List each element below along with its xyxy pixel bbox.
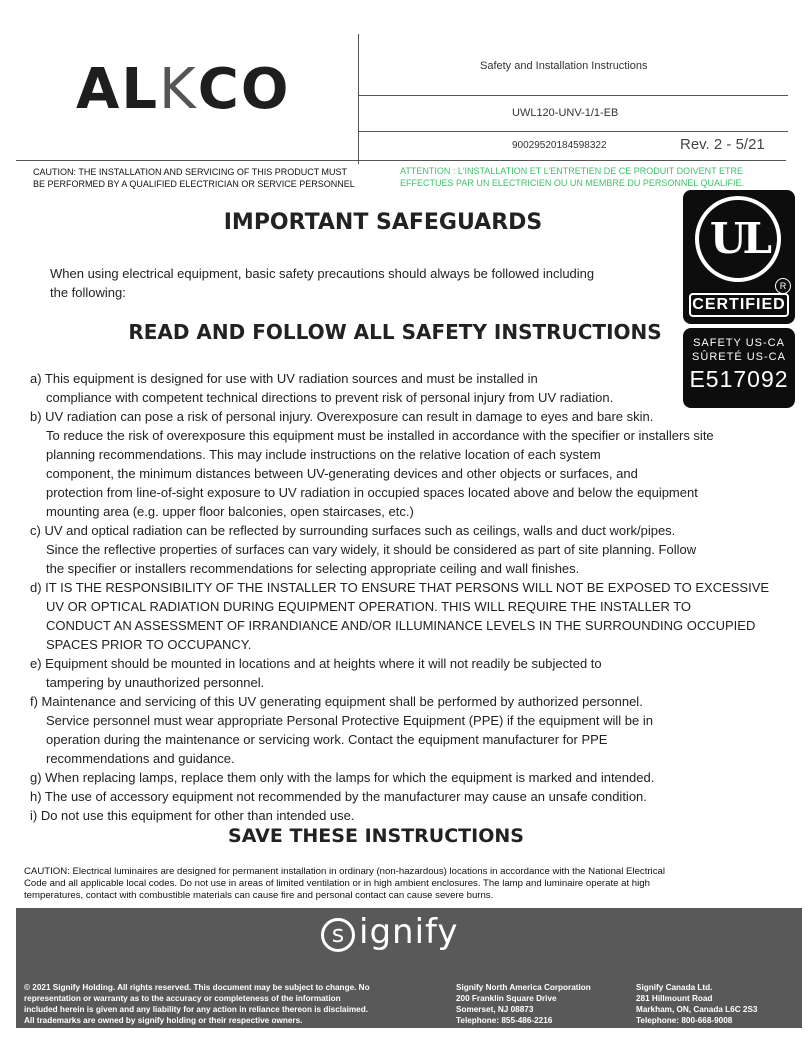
list-item-line: CONDUCT AN ASSESSMENT OF IRRANDIANCE AND/OR ILLUMINANCE LEVELS IN THE SURROUNDING OCCUPIED bbox=[46, 618, 756, 633]
list-item-line: d) IT IS THE RESPONSIBILITY OF THE INSTALLER TO ENSURE THAT PERSONS WILL NOT BE EXPOSED TO EXCESSIVE bbox=[30, 580, 770, 595]
header-divider-2 bbox=[358, 131, 788, 132]
ul-file-number: E517092 bbox=[689, 366, 789, 392]
caution-english: CAUTION: THE INSTALLATION AND SERVICING OF THIS PRODUCT MUST BE PERFORMED BY A QUALIFIED ELECTRICIAN OR SERVICE PERSONNEL bbox=[33, 167, 355, 189]
caution-french: ATTENTION : L'INSTALLATION ET L'ENTRETIEN DE CE PRODUIT DOIVENT ETRE EFFECTUES PAR UN ELECTRICIEN OU UN MEMBRE DU PERSONNEL QUALIFIE. bbox=[400, 166, 745, 188]
list-item-line: a) This equipment is designed for use with UV radiation sources and must be installed in bbox=[30, 371, 538, 386]
list-item-line: Since the reflective properties of surfaces can vary widely, it should be considered as part of site planning. Follow bbox=[46, 542, 697, 557]
list-item-line: i) Do not use this equipment for other than intended use. bbox=[30, 808, 355, 823]
header-divider-vertical bbox=[358, 34, 359, 164]
registered-icon: R bbox=[775, 278, 791, 294]
safety-instructions-list bbox=[30, 369, 770, 825]
caution-luminaires: CAUTION: Electrical luminaires are designed for permanent installation in ordinary (non-hazardous) locations in accordance with the National Electrical Code and all applicable local codes. Do not use in areas of limited ventilation or in high ambient enclosures. The lamp and luminaire operate at high temperatures, contact with combustible materials can cause fire and personal contact can cause severe burns. bbox=[24, 866, 665, 901]
section-heading: READ AND FOLLOW ALL SAFETY INSTRUCTIONS bbox=[128, 320, 662, 344]
list-item bbox=[30, 768, 770, 787]
signify-s-icon: s bbox=[321, 918, 355, 952]
alkco-logo: ALKCO bbox=[76, 57, 291, 122]
list-item-line: operation during the maintenance or servicing work. Contact the equipment manufacturer for PPE bbox=[46, 732, 608, 747]
copyright-notice: © 2021 Signify Holding. All rights reserved. This document may be subject to change. No representation or warranty as to the accuracy or completeness of the information included herein is given and any liability for any action in reliance thereon is disclaimed. All trademarks are owned by signify holding or their respective owners. bbox=[24, 983, 370, 1025]
list-item-line: SPACES PRIOR TO OCCUPANCY. bbox=[46, 637, 252, 652]
list-item bbox=[30, 787, 770, 806]
list-item-line: the specifier or installers recommendations for selecting appropriate ceiling and wall finishes. bbox=[46, 561, 580, 576]
list-item-line: protection from line-of-sight exposure to UV radiation in occupied spaces located above and below the equipment bbox=[46, 485, 698, 500]
intro-text: When using electrical equipment, basic safety precautions should always be followed including the following: bbox=[50, 266, 595, 300]
page-title: IMPORTANT SAFEGUARDS bbox=[223, 210, 543, 235]
list-item bbox=[30, 369, 770, 407]
list-item-line: mounting area (e.g. upper floor balconies, open staircases, etc.) bbox=[46, 504, 414, 519]
us-address: Signify North America Corporation 200 Franklin Square Drive Somerset, NJ 08873 Telephone: 855-486-2216 bbox=[456, 983, 591, 1025]
list-item-line: b) UV radiation can pose a risk of personal injury. Overexposure can result in damage to eyes and bare skin. bbox=[30, 409, 654, 424]
list-item-line: tampering by unauthorized personnel. bbox=[46, 675, 265, 690]
list-item bbox=[30, 521, 770, 578]
header-divider-1 bbox=[358, 95, 788, 96]
list-item-line: e) Equipment should be mounted in locations and at heights where it will not readily be subjected to bbox=[30, 656, 602, 671]
list-item-line: h) The use of accessory equipment not recommended by the manufacturer may cause an unsafe condition. bbox=[30, 789, 647, 804]
list-item-line: f) Maintenance and servicing of this UV generating equipment shall be performed by authorized personnel. bbox=[30, 694, 643, 709]
ul-certified-mark: UL R CERTIFIED SAFETY US-CA SÛRETÉ US-CA E517092 bbox=[683, 190, 795, 408]
revision: Rev. 2 - 5/21 bbox=[680, 136, 765, 153]
save-instructions-heading: SAVE THESE INSTRUCTIONS bbox=[228, 825, 524, 847]
list-item-line: To reduce the risk of overexposure this equipment must be installed in accordance with the specifier or installers site bbox=[46, 428, 714, 443]
list-item bbox=[30, 654, 770, 692]
list-item-line: recommendations and guidance. bbox=[46, 751, 235, 766]
footer bbox=[16, 908, 802, 1028]
list-item bbox=[30, 578, 770, 654]
list-item-line: compliance with competent technical directions to prevent risk of personal injury from UV radiation. bbox=[46, 390, 614, 405]
document-title: Safety and Installation Instructions bbox=[480, 60, 648, 72]
ul-certified-label: CERTIFIED bbox=[689, 293, 789, 317]
canada-address: Signify Canada Ltd. 281 Hillmount Road Markham, ON, Canada L6C 2S3 Telephone: 800-668-9008 bbox=[636, 983, 758, 1025]
list-item-line: Service personnel must wear appropriate Personal Protective Equipment (PPE) if the equipment will be in bbox=[46, 713, 653, 728]
list-item-line: UV OR OPTICAL RADIATION DURING EQUIPMENT OPERATION. THIS WILL REQUIRE THE INSTALLER TO bbox=[46, 599, 692, 614]
list-item-line: c) UV and optical radiation can be reflected by surrounding surfaces such as ceilings, walls and duct work/pipes. bbox=[30, 523, 676, 538]
list-item-line: g) When replacing lamps, replace them only with the lamps for which the equipment is marked and intended. bbox=[30, 770, 655, 785]
list-item-line: component, the minimum distances between UV-generating devices and other objects or surfaces, and bbox=[46, 466, 638, 481]
document-number: 900295201845983​22 bbox=[512, 140, 607, 151]
list-item bbox=[30, 407, 770, 521]
list-item bbox=[30, 692, 770, 768]
signify-logo: s ignify bbox=[321, 914, 511, 962]
list-item bbox=[30, 806, 770, 825]
list-item-line: planning recommendations. This may include instructions on the relative location of each system bbox=[46, 447, 601, 462]
model-number: UWL120-UNV-1/1-EB bbox=[512, 107, 619, 119]
header-divider-3 bbox=[16, 160, 786, 161]
